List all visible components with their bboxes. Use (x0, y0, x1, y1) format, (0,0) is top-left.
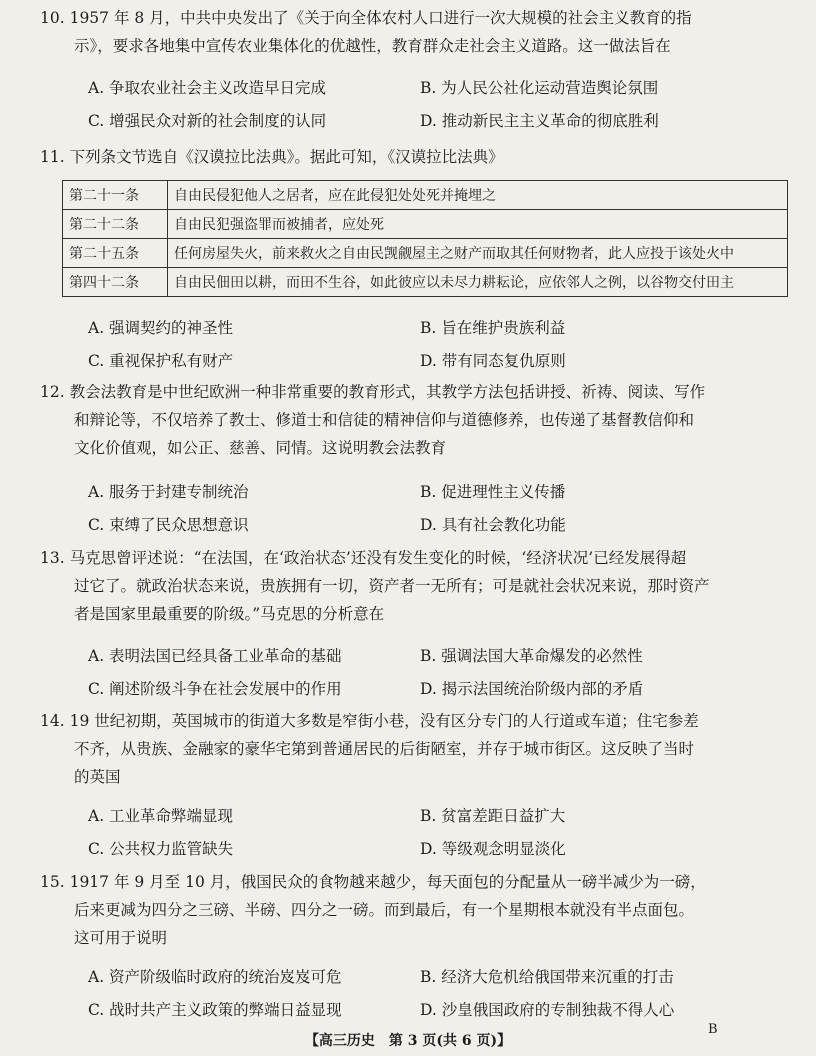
option-d[interactable]: D. 具有社会教化功能 (420, 516, 566, 534)
question-15-options (88, 965, 788, 1031)
table-row (63, 210, 788, 239)
option-d[interactable]: D. 等级观念明显淡化 (420, 840, 566, 858)
question-stem: 文化价值观，如公正、慈善、同情。这说明教会法教育 (74, 439, 447, 457)
question-10-options (88, 76, 788, 142)
option-c[interactable]: C. 战时共产主义政策的弊端日益显现 (88, 1001, 342, 1019)
option-d[interactable]: D. 推动新民主主义革命的彻底胜利 (420, 112, 659, 130)
question-15 (40, 868, 790, 952)
article-text: 自由民侵犯他人之居者，应在此侵犯处处死并掩埋之 (168, 181, 788, 210)
option-c[interactable]: C. 阐述阶级斗争在社会发展中的作用 (88, 680, 342, 698)
question-stem: 不齐，从贵族、金融家的豪华宅第到普通居民的后街陋室，并存于城市街区。这反映了当时 (74, 740, 695, 758)
option-d[interactable]: D. 沙皇俄国政府的专制独裁不得人心 (420, 1001, 675, 1019)
question-stem: 11. 下列条文节选自《汉谟拉比法典》。据此可知，《汉谟拉比法典》 (40, 148, 504, 166)
article-text: 自由民佃田以耕，而田不生谷，如此彼应以未尽力耕耘论，应依邻人之例，以谷物交付田主 (168, 268, 788, 297)
question-13 (40, 544, 790, 628)
option-b[interactable]: B. 强调法国大革命爆发的必然性 (420, 647, 643, 665)
option-c[interactable]: C. 束缚了民众思想意识 (88, 516, 249, 534)
paper-version-mark: B (708, 1022, 718, 1037)
question-stem: 过它了。就政治状态来说，贵族拥有一切，资产者一无所有；可是就社会状况来说，那时资产 (74, 577, 710, 595)
option-b[interactable]: B. 为人民公社化运动营造舆论氛围 (420, 79, 659, 97)
article-text: 任何房屋失火，前来救火之自由民觊觎屋主之财产而取其任何财物者，此人应投于该处火中 (168, 239, 788, 268)
question-11 (40, 143, 790, 171)
question-12-options (88, 480, 788, 546)
option-a[interactable]: A. 强调契约的神圣性 (88, 319, 234, 337)
article-number: 第二十一条 (63, 181, 168, 210)
question-11-options (88, 316, 788, 382)
article-number: 第四十二条 (63, 268, 168, 297)
question-stem: 和辩论等，不仅培养了教士、修道士和信徒的精神信仰与道德修养，也传递了基督教信仰和 (74, 411, 695, 429)
option-d[interactable]: D. 带有同态复仇原则 (420, 352, 566, 370)
question-stem: 10. 1957 年 8 月，中共中央发出了《关于向全体农村人口进行一次大规模的社会主义教育的指 (40, 9, 692, 27)
question-12 (40, 378, 790, 462)
table-row (63, 239, 788, 268)
question-stem: 的英国 (74, 768, 121, 786)
table-row (63, 181, 788, 210)
question-13-options (88, 644, 788, 710)
option-a[interactable]: A. 资产阶级临时政府的统治岌岌可危 (88, 968, 342, 986)
option-c[interactable]: C. 公共权力监管缺失 (88, 840, 234, 858)
question-14-options (88, 804, 788, 870)
option-b[interactable]: B. 经济大危机给俄国带来沉重的打击 (420, 968, 674, 986)
page-footer: 【高三历史 第 3 页(共 6 页)】 (304, 1033, 512, 1049)
option-b[interactable]: B. 贫富差距日益扩大 (420, 807, 566, 825)
question-stem: 示》，要求各地集中宣传农业集体化的优越性，教育群众走社会主义道路。这一做法旨在 (74, 37, 671, 55)
question-stem: 12. 教会法教育是中世纪欧洲一种非常重要的教育形式，其教学方法包括讲授、祈祷、阅读、写作 (40, 383, 706, 401)
option-a[interactable]: A. 表明法国已经具备工业革命的基础 (88, 647, 342, 665)
question-stem: 14. 19 世纪初期，英国城市的街道大多数是窄街小巷，没有区分专门的人行道或车道；住宅参差 (40, 712, 699, 730)
question-stem: 15. 1917 年 9 月至 10 月，俄国民众的食物越来越少，每天面包的分配量从一磅半减少为一磅， (40, 873, 706, 891)
question-stem: 这可用于说明 (74, 929, 168, 947)
option-d[interactable]: D. 揭示法国统治阶级内部的矛盾 (420, 680, 644, 698)
question-10 (40, 4, 790, 60)
option-a[interactable]: A. 工业革命弊端显现 (88, 807, 234, 825)
option-b[interactable]: B. 旨在维护贵族利益 (420, 319, 566, 337)
question-stem: 后来更减为四分之三磅、半磅、四分之一磅。而到最后，有一个星期根本就没有半点面包。 (74, 901, 695, 919)
article-text: 自由民犯强盗罪而被捕者，应处死 (168, 210, 788, 239)
article-number: 第二十五条 (63, 239, 168, 268)
option-a[interactable]: A. 争取农业社会主义改造早日完成 (88, 79, 327, 97)
option-b[interactable]: B. 促进理性主义传播 (420, 483, 566, 501)
question-stem: 者是国家里最重要的阶级。”马克思的分析意在 (74, 605, 385, 623)
table-row (63, 268, 788, 297)
law-articles-table (62, 180, 788, 297)
option-c[interactable]: C. 增强民众对新的社会制度的认同 (88, 112, 327, 130)
question-stem: 13. 马克思曾评述说：“在法国，在‘政治状态’还没有发生变化的时候，‘经济状况’已经发展得超 (40, 549, 687, 567)
option-c[interactable]: C. 重视保护私有财产 (88, 352, 234, 370)
question-14 (40, 707, 790, 791)
article-number: 第二十二条 (63, 210, 168, 239)
option-a[interactable]: A. 服务于封建专制统治 (88, 483, 249, 501)
